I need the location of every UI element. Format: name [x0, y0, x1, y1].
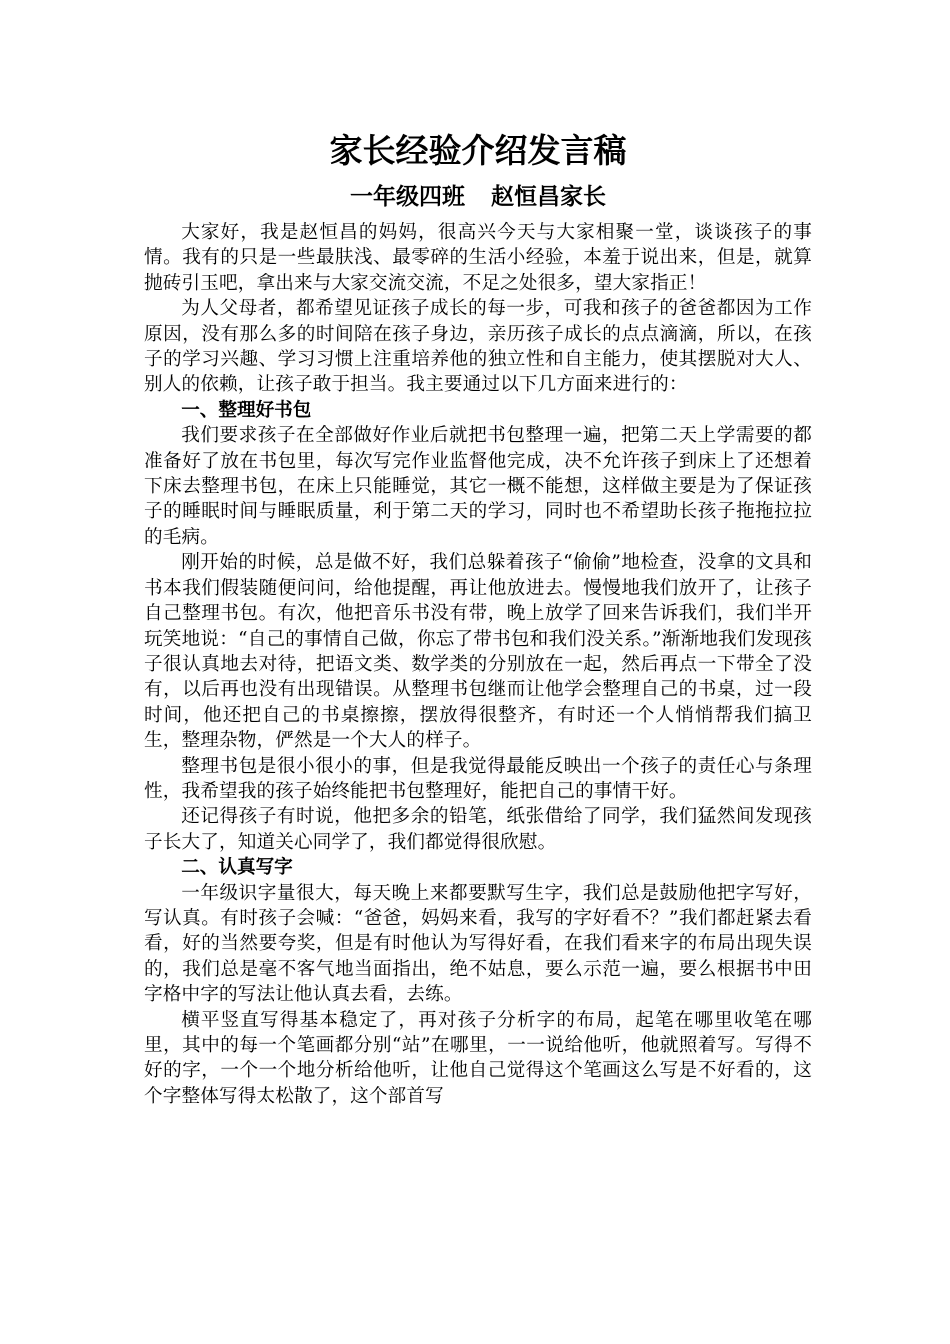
body-paragraph: 我们要求孩子在全部做好作业后就把书包整理一遍，把第二天上学需要的都准备好了放在书包里，每次写完作业监督他完成，决不允许孩子到床上了还想着下床去整理书包，在床上只能睡觉，其它一概不能想，这样做主要是为了保证孩子的睡眠时间与睡眠质量，利于第二天的学习，同时也不希望助长孩子拖拖拉拉的毛病。: [144, 425, 812, 548]
body-paragraph: 横平竖直写得基本稳定了，再对孩子分析字的布局，起笔在哪里收笔在哪里，其中的每一个笔画都分别“站”在哪里，一一说给他听，他就照着写。写得不好的字，一个一个地分析给他听，让他自己觉得这个笔画这么写是不好看的，这个字整体写得太松散了，这个部首写: [144, 1009, 812, 1107]
author-name: 赵恒昌家长: [491, 183, 606, 210]
document-subtitle: [144, 180, 812, 214]
body-paragraph: 刚开始的时候，总是做不好，我们总躲着孩子“偷偷”地检查，没拿的文具和书本我们假装随便问问，给他提醒，再让他放进去。慢慢地我们放开了，让孩子自己整理书包。有次，他把音乐书没有带，晚上放学了回来告诉我们，我们半开玩笑地说：“自己的事情自己做，你忘了带书包和我们没关系。”渐渐地我们发现孩子很认真地去对待，把语文类、数学类的分别放在一起，然后再点一下带全了没有，以后再也没有出现错误。从整理书包继而让他学会整理自己的书桌，过一段时间，他还把自己的书桌擦擦，摆放得很整齐，有时还一个人悄悄帮我们搞卫生，整理杂物，俨然是一个大人的样子。: [144, 552, 812, 752]
document-body: [144, 220, 812, 1109]
body-paragraph: 大家好，我是赵恒昌的妈妈，很高兴今天与大家相聚一堂，谈谈孩子的事情。我有的只是一些最肤浅、最零碎的生活小经验，本羞于说出来，但是，就算抛砖引玉吧，拿出来与大家交流交流，不足之处很多，望大家指正！: [144, 222, 812, 294]
class-name: 一年级四班: [350, 183, 465, 210]
body-paragraph: 一年级识字量很大，每天晚上来都要默写生字，我们总是鼓励他把字写好，写认真。有时孩子会喊：“爸爸，妈妈来看，我写的字好看不？”我们都赶紧去看看，好的当然要夸奖，但是有时他认为写得好看，在我们看来字的布局出现失误的，我们总是毫不客气地当面指出，绝不姑息，要么示范一遍，要么根据书中田字格中字的写法让他认真去看，去练。: [144, 882, 812, 1006]
body-paragraph: 整理书包是很小很小的事，但是我觉得最能反映出一个孩子的责任心与条理性，我希望我的孩子始终能把书包整理好，能把自己的事情干好。: [144, 755, 812, 802]
body-paragraph: 还记得孩子有时说，他把多余的铅笔，纸张借给了同学，我们猛然间发现孩子长大了，知道关心同学了，我们都觉得很欣慰。: [144, 806, 812, 853]
body-paragraph: 为人父母者，都希望见证孩子成长的每一步，可我和孩子的爸爸都因为工作原因，没有那么多的时间陪在孩子身边，亲历孩子成长的点点滴滴，所以，在孩子的学习兴趣、学习习惯上注重培养他的独立性和自主能力，使其摆脱对大人、别人的依赖，让孩子敢于担当。我主要通过以下几方面来进行的：: [144, 298, 812, 396]
section-heading: 一、整理好书包: [181, 399, 312, 421]
section-heading: 二、认真写字: [181, 857, 293, 879]
document-title: 家长经验介绍发言稿: [329, 131, 627, 170]
document-page: [144, 128, 812, 1109]
